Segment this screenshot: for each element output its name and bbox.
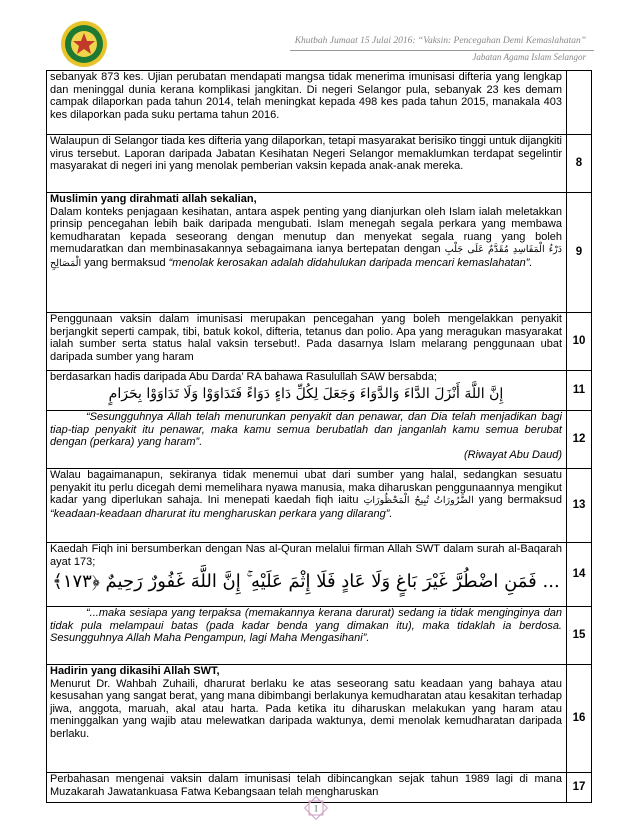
verse-translation: “...maka sesiapa yang terpaksa (memakannya kerana darurat) sedang ia tidak menginginya dan tidak pula melampaui batas (pada kadar benda yang dimakan itu), maka tidaklah ia berdosa. Sesungguhnya Allah Maha Pengampun, lagi Maha Mengasihani”. [50,607,562,645]
row-number: 11 [567,371,592,411]
maxim-meaning: “menolak kerosakan adalah didahulukan daripada mencari kemaslahatan”. [168,256,533,269]
row-text [47,607,567,665]
table-row [47,371,592,411]
hadith-translation: “Sesungguhnya Allah telah menurunkan penyakit dan penawar, dan Dia telah menjadikan bagi tiap-tiap penyakit itu penawar, maka kamu semua berubatlah dan janganlah kamu semua berubat dengan (perkara) yang haram”. [50,411,562,449]
row-text: Kaedah Fiqh ini bersumberkan dengan Nas al-Quran melalui firman Allah SWT dalam surah al-Baqarah ayat 173; ... فَمَنِ اضْطُرَّ غَيْرَ بَاغٍ وَلَا عَادٍ فَلَا إِثْمَ عَلَيْهِ ۚ إِنَّ اللَّهَ غَفُورٌ رَحِيمٌ ﴿١٧٣﴾ [47,543,567,607]
hadith-source: (Riwayat Abu Daud) [463,448,562,461]
jais-emblem-icon [60,20,108,68]
table-row [47,469,592,543]
row-number [567,71,592,135]
table-row [47,71,592,135]
table-row [47,411,592,469]
row-number: 12 [567,411,592,469]
row-text: Perbahasan mengenai vaksin dalam imunisasi telah dibincangkan sejak tahun 1989 lagi di mana Muzakarah Jawatankuasa Fatwa Kebangsaan telah mengharuskan [47,773,567,803]
row-text: Walaupun di Selangor tiada kes difteria yang dilaporkan, tetapi masyarakat berisiko tinggi untuk dijangkiti virus tersebut. Laporan daripada Jabatan Kesihatan Negeri Selangor memaklumkan terdapat segelintir masyarakat di negeri ini yang menolak pemberian vaksin kepada anak-anak mereka. [47,135,567,193]
table-row [47,193,592,313]
arabic-hadith: إِنَّ اللَّهَ أَنْزَلَ الدَّاءَ وَالدَّوَاءَ وَجَعَلَ لِكُلِّ دَاءٍ دَوَاءً فَتَدَاوَوْا وَلَا تَدَاوَوْا بِحَرَامٍ [108,385,504,402]
row-text: berdasarkan hadis daripada Abu Darda’ RA bahawa Rasulullah SAW bersabda; إِنَّ اللَّهَ أَنْزَلَ الدَّاءَ وَالدَّوَاءَ وَجَعَلَ لِكُلِّ دَاءٍ دَوَاءً فَتَدَاوَوْا وَلَا تَدَاوَوْا بِحَرَامٍ [47,371,567,411]
row-text: Muslimin yang dirahmati allah sekalian, Dalam konteks penjagaan kesihatan, antara aspek penting yang dianjurkan oleh Islam ialah meletakkan prinsip pencegahan lebih baik daripada mengubati. Islam menegah segala perkara yang membawa kemudharatan kepada seseorang dengan menutup dan menyekat segala ruang yang boleh memudaratkan dan membinasakannya sebagaimana ianya bertepatan dengan دَرْءُ الْمَفَاسِدِ مُقَدَّمٌ عَلَى جَلْبِ الْمَصَالِحِ yang bermaksud “menolak kerosakan adalah didahulukan daripada mencari kemaslahatan”. [47,193,567,313]
table-row [47,665,592,773]
row-number: 14 [567,543,592,607]
header-title: Khutbah Jumaat 15 Julai 2016: “Vaksin: Pencegahan Demi Kemaslahatan” [294,36,586,46]
arabic-maxim: دَرْءُ الْمَفَاسِدِ مُقَدَّمٌ عَلَى جَلْبِ الْمَصَالِحِ [50,244,562,269]
table-row [47,607,592,665]
header-subtitle: Jabatan Agama Islam Selangor [472,52,586,62]
row-number: 13 [567,469,592,543]
row-number: 17 [567,773,592,803]
table-row [47,313,592,371]
page-number: 1 [313,803,319,814]
header-divider [290,50,594,51]
row-text: Penggunaan vaksin dalam imunisasi merupakan pencegahan yang boleh mengelakkan penyakit berjangkit seperti campak, tibi, batuk kokol, difteria, tetanus dan polio. Apa yang meragukan masyarakat ialah sumber serta status halal vaksin tersebut!. Pada dasarnya Islam melarang penggunaan ubat daripada sumber yang haram [47,313,567,371]
row-number: 10 [567,313,592,371]
arabic-quran-verse: ... فَمَنِ اضْطُرَّ غَيْرَ بَاغٍ وَلَا عَادٍ فَلَا إِثْمَ عَلَيْهِ ۚ إِنَّ اللَّهَ غَفُورٌ رَحِيمٌ ﴿١٧٣﴾ [52,571,560,593]
section-heading: Hadirin yang dikasihi Allah SWT, [50,665,220,677]
ornamental-frame-icon [304,796,328,820]
row-text: Hadirin yang dikasihi Allah SWT, Menurut Dr. Wahbah Zuhaili, dharurat berlaku ke atas seseorang satu keadaan yang bahaya atau kesusahan yang sangat berat, yang mana dibimbangi berlakunya kemudharatan atau kesakitan terhadap jiwa, anggota, maruah, akal atau harta. Pada ketika itu diharuskan melakukan yang haram atau meninggalkan yang wajib atau melewatkan daripada waktunya, demi menolak kemudharatan daripada berlaku. [47,665,567,773]
row-number: 16 [567,665,592,773]
row-text: Walau bagaimanapun, sekiranya tidak menemui ubat dari sumber yang halal, sedangkan sesuatu penyakit itu perlu dicegah demi memelihara nyawa manusia, maka diharuskan penggunaannya mengikut kadar yang diperlukan sahaja. Ini menepati kaedah fiqh iaitu الضَّرُورَاتُ تُبِيحُ الْمَحْظُورَاتِ yang bermaksud “keadaan-keadaan dharurat itu mengharuskan perkara yang dilarang”. [47,469,567,543]
row-text: sebanyak 873 kes. Ujian perubatan mendapati mangsa tidak menerima imunisasi difteria yang lengkap dan meninggal dunia kerana komplikasi jangkitan. Di negeri Selangor pula, sebanyak 23 kes demam campak dilaporkan pada tahun 2014, telah meningkat kepada 498 kes pada tahun 2015, manakala 403 kes dilaporkan pada suku pertama tahun 2016. [47,71,567,135]
arabic-maxim: الضَّرُورَاتُ تُبِيحُ الْمَحْظُورَاتِ [363,495,474,507]
section-heading: Muslimin yang dirahmati allah sekalian, [50,193,257,205]
row-number: 15 [567,607,592,665]
khutbah-table [46,70,592,803]
row-text [47,411,567,469]
row-number: 9 [567,193,592,313]
table-row [47,543,592,607]
table-row [47,135,592,193]
row-number: 8 [567,135,592,193]
maxim-meaning: “keadaan-keadaan dharurat itu mengharuskan perkara yang dilarang”. [50,507,393,520]
